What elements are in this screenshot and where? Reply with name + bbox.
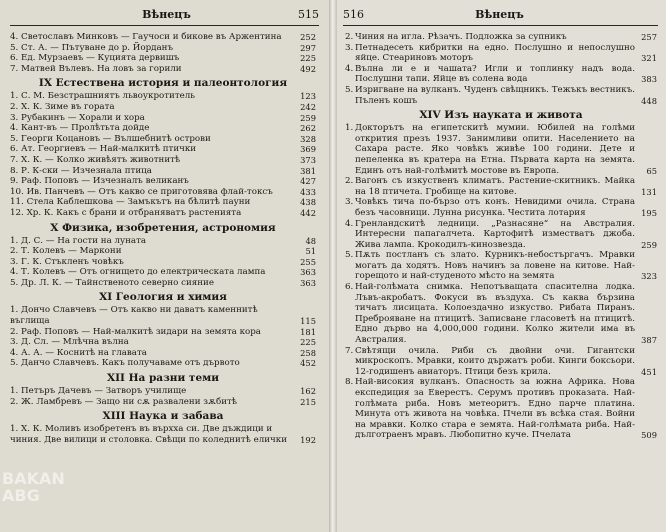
toc-item: 1. Х. К. Моливъ изобретенъ въ върхха си. Две дъждици и чиния. Две вилици и столовка. Свѣщи по коледнитѣ елички 192 [10, 424, 316, 445]
right-page [333, 0, 666, 532]
toc-item: 2. Х. К. Зиме въ гората 242 [10, 101, 316, 112]
toc-entry: 8. Най-високия вулканъ. Опасность за южна Африка. Нова експедиция за Еверестъ. Серумъ противъ проказата. Най-голѣмата риба. Новъ метеоритъ. Едно парче платина. Минута отъ живота на човѣка. Пчели въ всѣка стая. Войни на мравки. Колко стара е земята. Най-голѣмата риба. Най-дълготраенъ мравъ. Любопитно куче. Пчелата 509 [345, 377, 657, 441]
toc-item: 1. Петъръ Дачевъ — Затворъ училище 162 [10, 386, 316, 397]
toc-item: 3. Рубакинъ — Хорали и хора 259 [10, 112, 316, 123]
toc-item: 3. Д. Сл. — Млѣчна вълна 225 [10, 337, 316, 348]
toc-entry: 6. Най-голѣмата снимка. Непотъващата спасителна лодка. Лъвъ-акробатъ. Фокуси въ въздуха. Съ каква бързина тичатъ лисицата. Колоездачно изкуство. Рибата Пиранъ. Преброяване на птицитѣ. Записване гласоветѣ на птицитѣ. Едно дърво на 4,000,000 години. Колко жители има въ Австралия. 387 [345, 282, 657, 346]
header-rule [10, 25, 319, 26]
header-rule [343, 25, 658, 26]
toc-entry: 2. Вагонъ съ изкуственъ климатъ. Растение-скитникъ. Майка на 18 птичета. Гробище на китове. 131 [345, 176, 657, 197]
toc-list [10, 32, 316, 445]
toc-item: 2. Т. Колевъ — Маркони 51 [10, 246, 316, 257]
page-number: 516 [343, 8, 364, 21]
toc-item: 4. Т. Колевъ — Отъ огнището до електрическата лампа 363 [10, 267, 316, 278]
section-heading: IX Естествена история и палеонтология [38, 77, 288, 90]
toc-item: 4. Светославъ Минковъ — Гаучоси и бикове въ Аржентина 252 [10, 32, 316, 42]
toc-entry: 5. Изригване на вулканъ. Чуденъ свѣщникъ. Тежъкъ вестникъ. Пъленъ кошъ 448 [345, 84, 657, 106]
toc-entry: 3. Петнадесеть кибритки на едно. Послушно и непослушно яйце. Стеариновъ моторъ 321 [345, 42, 657, 64]
section-heading: XIII Наука и забава [102, 410, 224, 423]
toc-item: 7. Х. К. — Колко живѣятъ животнитѣ 373 [10, 154, 316, 165]
toc-item: 5. Георги Коцановъ — Вълшебнитѣ острови 328 [10, 133, 316, 144]
toc-entry: 4. Вълна ли е и чашата? Игли и топлинку надъ вода. Послушни тапи. Яйце въ солена вода 383 [345, 63, 657, 85]
toc-item: 5. Др. Л. К. — Тайнственото северно сияние 363 [10, 277, 316, 288]
toc-item: 1. Д. С. — На гости на луната 48 [10, 235, 316, 246]
toc-item: 2. Раф. Поповъ — Най-малкитѣ зидари на земята кора 181 [10, 326, 316, 337]
toc-item: 1. Дончо Славчевъ — Отъ какво ни даватъ каменнитѣ въглища 115 [10, 305, 316, 327]
toc-entry: 3. Човѣкъ тича по-бързо отъ конъ. Невидими очила. Страна безъ часовници. Лунна рисунка. Честита лотария 195 [345, 197, 657, 218]
toc-item: 3. Г. К. Стъкленъ човѣкъ 255 [10, 256, 316, 267]
watermark-line: ABG [2, 486, 40, 505]
book-gutter [329, 0, 337, 532]
toc-entry: 4. Гренландскитѣ ледници. „Разнасяне“ на Австралия. Интересни папагалчета. Картофитѣ изместватъ джоба. Жива лампа. Крокодилъ-кинозвезда. 259 [345, 218, 657, 250]
watermark-line: BAKAN [2, 469, 65, 488]
toc-entry: 7. Свѣтящи очила. Риби съ двойни очи. Гигантски микроскопъ. Мравки, които държатъ роби. Кинги боксьори. 12-годишенъ авиаторъ. Птици безъ крила. 451 [345, 345, 657, 377]
toc-item: 6. Ат. Георгиевъ — Най-малкитѣ птички 369 [10, 144, 316, 155]
section-heading: XIV Изъ науката и живота [419, 109, 583, 122]
watermark-logo [2, 470, 65, 504]
toc-item: 8. Р. К-ски — Изчезнала птица 381 [10, 165, 316, 176]
toc-item: 5. Ст. А. — Пътуване до р. Йорданъ 297 [10, 42, 316, 53]
section-heading: XII На разни теми [106, 372, 220, 385]
toc-item: 10. Ив. Панчевъ — Отъ какво се приготовява флай-токсъ 433 [10, 186, 316, 197]
running-title: Вѣнецъ [142, 8, 191, 21]
toc-item: 5. Данчо Славчевъ. Какъ получаваме отъ дървото 452 [10, 358, 316, 369]
page-number: 515 [298, 8, 319, 21]
right-page-header [333, 8, 666, 24]
section-heading: X Физика, изобретения, астрономия [50, 221, 276, 234]
toc-item: 4. Кант-въ — Пролѣтьта дойде 262 [10, 123, 316, 134]
toc-item: 12. Хр. К. Какъ с брани и отбраняватъ растенията 442 [10, 207, 316, 218]
toc-item: 1. С. М. Безстрашниятъ львоукротитель 123 [10, 91, 316, 102]
section-heading: XI Геология и химия [99, 291, 227, 304]
toc-entry: 2. Чиния на игла. Рѣзачъ. Подложка за супникъ 257 [345, 32, 657, 42]
toc-entry: 5. Пѫть постланъ съ злато. Курникъ-небостъргачъ. Мравки могатъ да ходятъ. Новъ начинъ за ловене на китове. Най-горещото и най-студеното мѣсто на земята 323 [345, 250, 657, 282]
running-title: Вѣнецъ [475, 8, 524, 21]
toc-item: 2. Ж. Ламбревъ — Защо ни сѫ развалени зѫбитѣ 215 [10, 396, 316, 407]
toc-item: 9. Раф. Поповъ — Изчезналъ великанъ 427 [10, 176, 316, 187]
toc-item: 7. Матвей Вълевъ. На ловъ за горили 492 [10, 63, 316, 74]
toc-list [345, 32, 657, 441]
toc-item: 11. Стела Каблешкова — Замъкътъ на бѣлитѣ пауни 438 [10, 197, 316, 208]
toc-item: 6. Ед. Мурзаевъ — Куцията дервишъ 225 [10, 53, 316, 64]
left-page-header [0, 8, 333, 24]
toc-item: 4. А. А. — Коснитѣ на главата 258 [10, 347, 316, 358]
toc-entry: 1. Докторътъ на египетскитѣ мумии. Юбилей на голѣми открития презъ 1937. Занимливи опити. Населението на Сахара расте. Яко човѣкъ живѣе 100 години. Дете и пепеленка въ кратера на Етна. Първата карта на земята. Единъ отъ най-голѣмитѣ мостове въ Европа. 65 [345, 123, 657, 176]
